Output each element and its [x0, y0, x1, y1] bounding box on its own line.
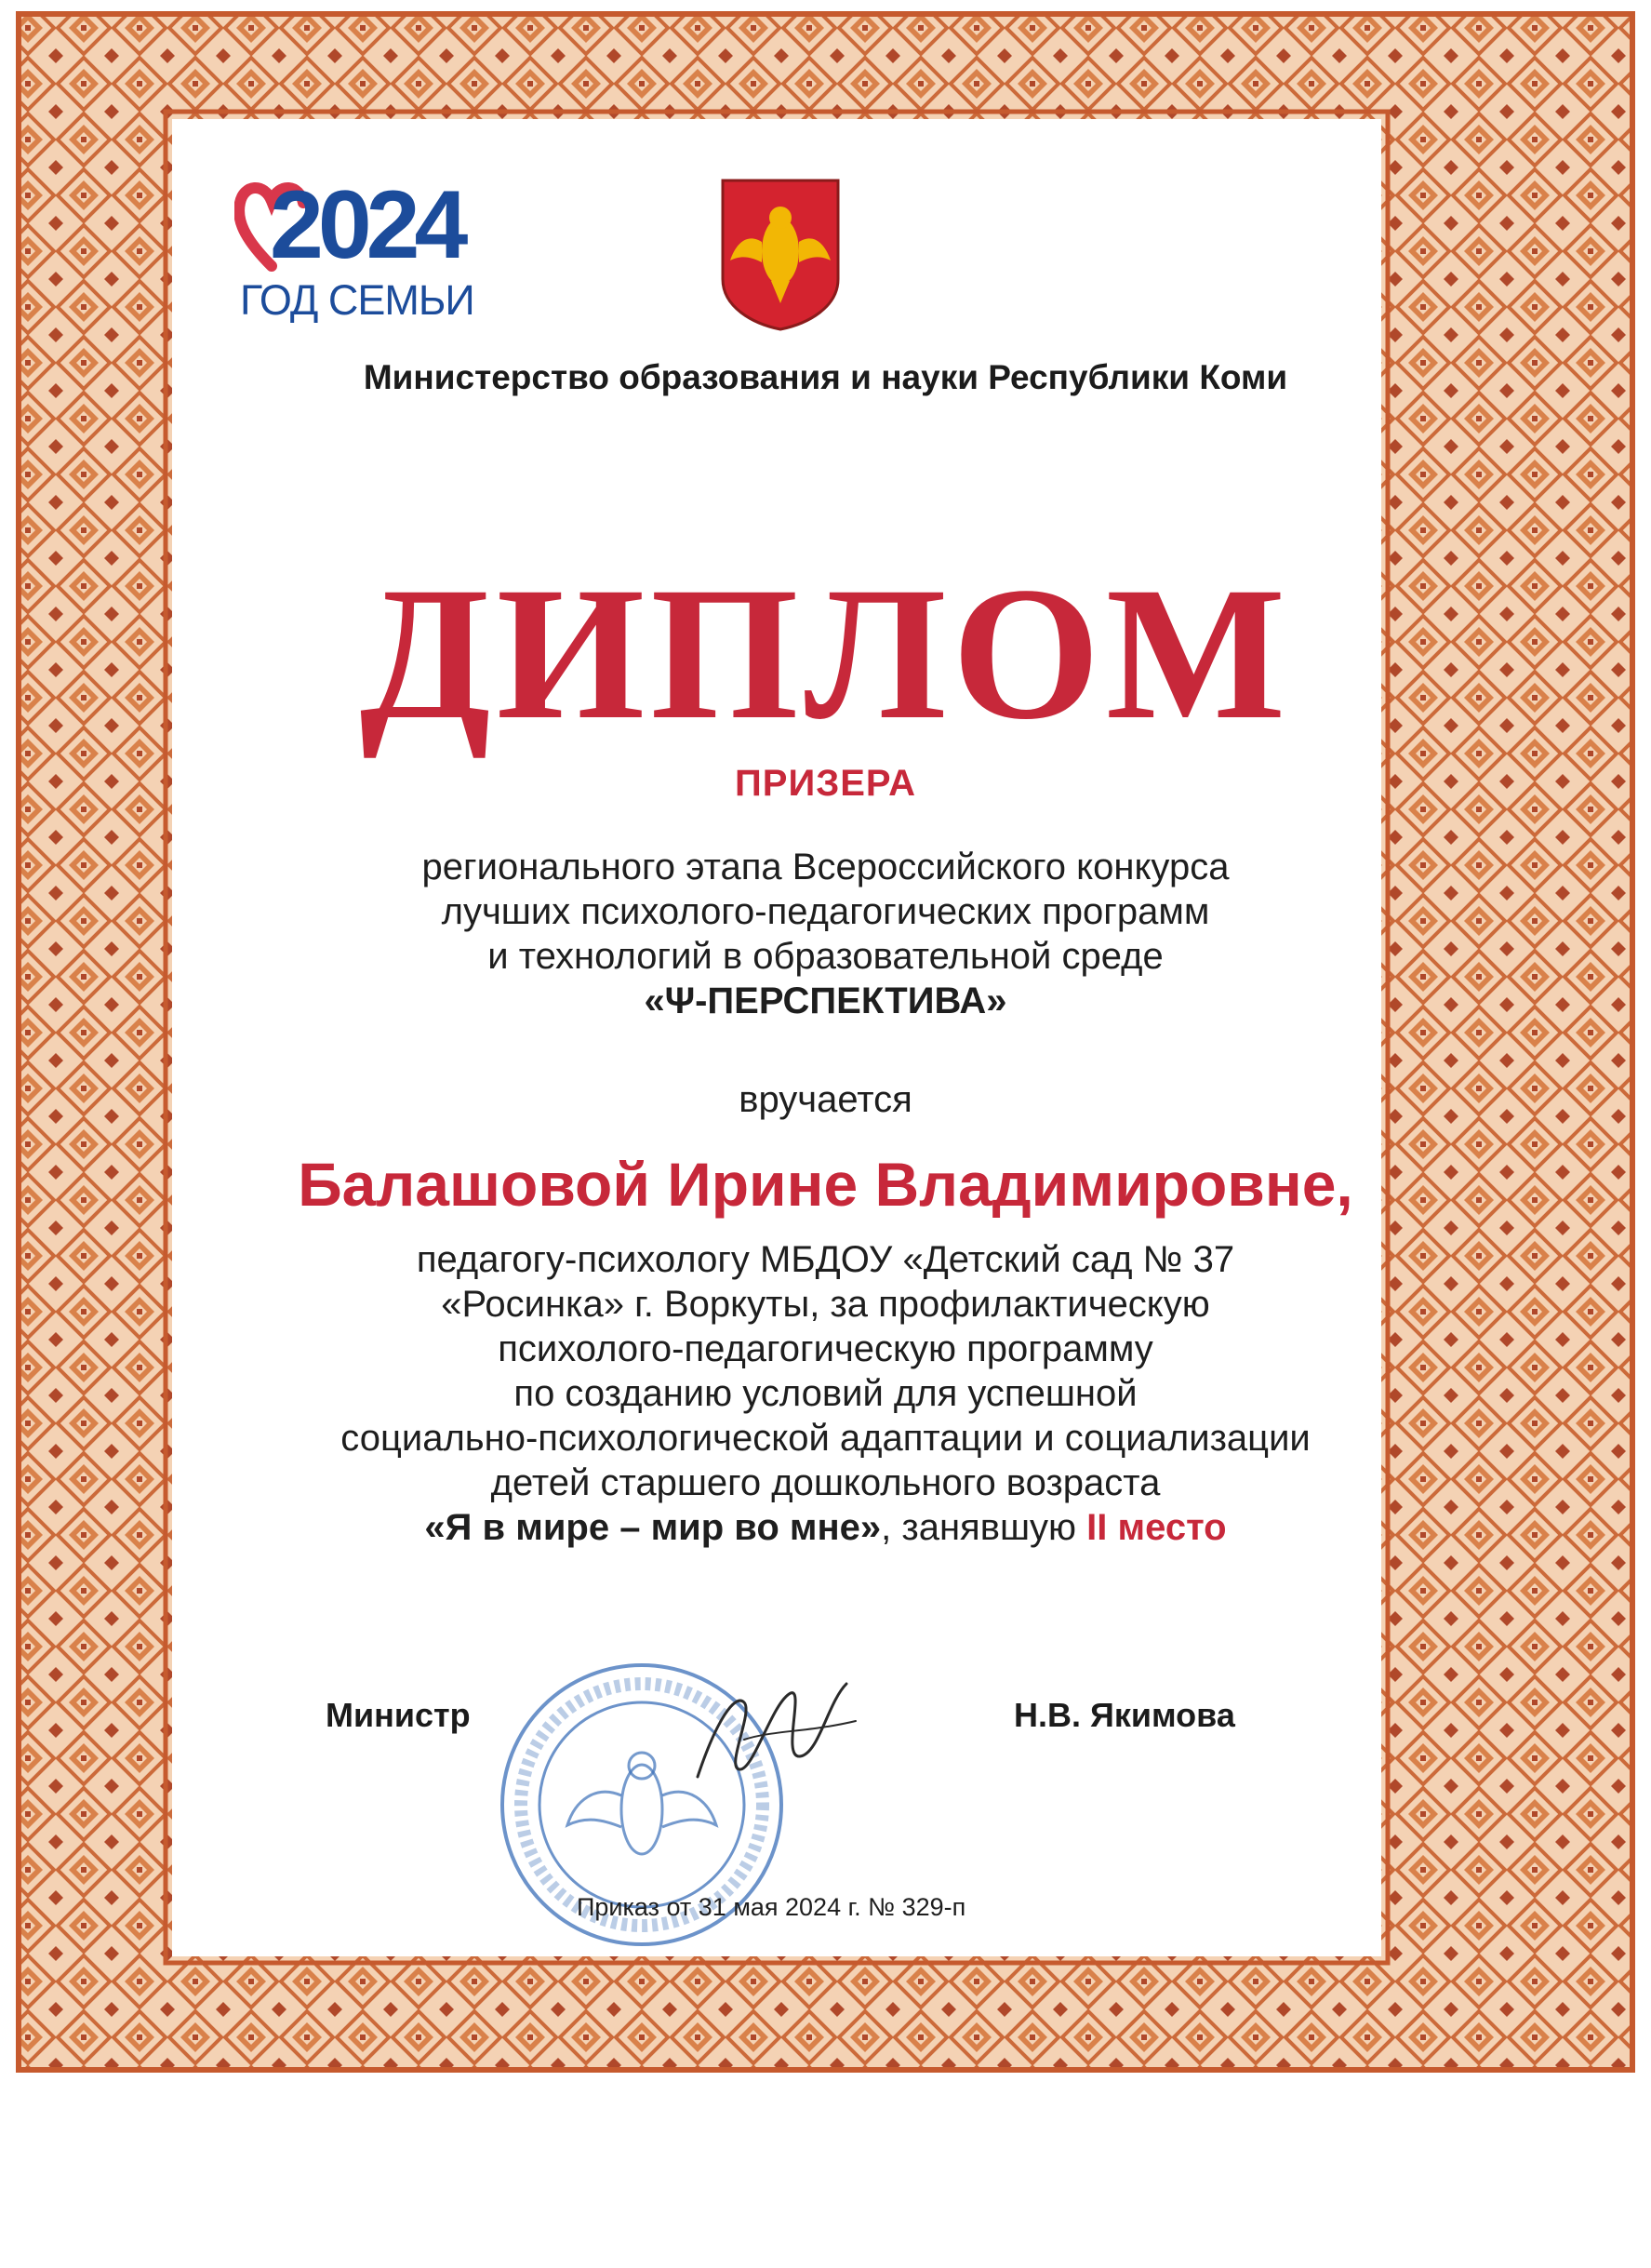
description-line: «Росинка» г. Воркуты, за профилактическую [441, 1284, 1210, 1325]
komi-coat-of-arms-icon [719, 177, 842, 331]
order-reference: Приказ от 31 мая 2024 г. № 329-п [577, 1893, 966, 1921]
competition-description [0, 845, 1651, 1023]
logo-year: 2024 [270, 171, 463, 279]
program-name: «Я в мире – мир во мне» [424, 1507, 882, 1548]
description-line: педагогу-психологу МБДОУ «Детский сад № 37 [416, 1239, 1235, 1280]
logo-subtitle: ГОД СЕМЬИ [240, 276, 474, 324]
competition-line: регионального этапа Всероссийского конкурса [421, 847, 1230, 887]
award-description [0, 1237, 1651, 1550]
program-line [0, 1505, 1651, 1550]
description-line: психолого-педагогическую программу [498, 1328, 1153, 1369]
diploma-subtitle: ПРИЗЕРА [735, 763, 916, 804]
description-line: детей старшего дошкольного возраста [490, 1462, 1161, 1503]
description-line: социально-психологической адаптации и социализации [340, 1418, 1311, 1459]
handwritten-signature-icon [688, 1665, 865, 1805]
place: II место [1086, 1507, 1227, 1548]
year-of-family-logo [234, 171, 463, 288]
competition-name: «Ψ-ПЕРСПЕКТИВА» [644, 981, 1007, 1021]
competition-line: и технологий в образовательной среде [487, 936, 1164, 977]
signatory-title: Министр [326, 1696, 471, 1734]
place-prefix: , занявшую [881, 1507, 1087, 1548]
diploma-title: ДИПЛОМ [359, 548, 1292, 759]
awarded-text: вручается [739, 1079, 912, 1120]
competition-line: лучших психолого-педагогических программ [441, 891, 1210, 932]
signatory-name: Н.В. Якимова [1014, 1696, 1235, 1734]
ministry-name: Министерство образования и науки Республики Коми [363, 358, 1288, 396]
recipient-name: Балашовой Ирине Владимировне, [298, 1150, 1353, 1219]
description-line: по созданию условий для успешной [513, 1373, 1138, 1414]
